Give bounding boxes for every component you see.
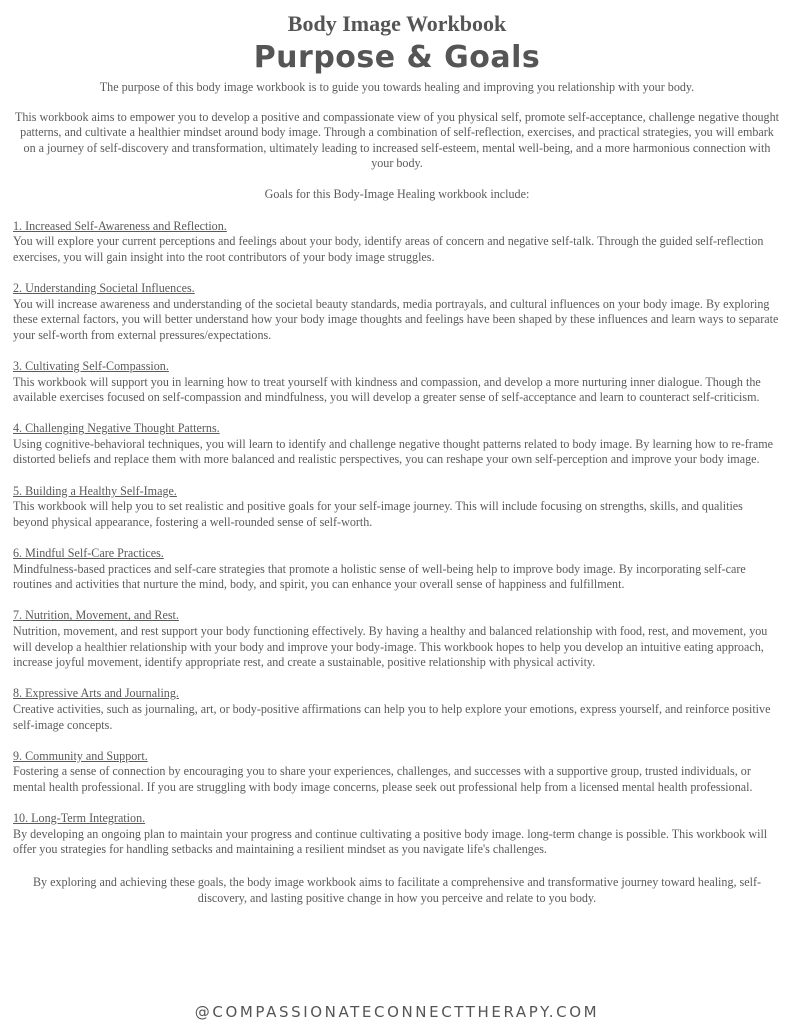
workbook-page bbox=[13, 10, 781, 906]
intro-purpose: The purpose of this body image workbook is to guide you towards healing and improving you relationship with your body. bbox=[99, 80, 695, 94]
page-title: Body Image Workbook bbox=[287, 11, 507, 36]
goal-body: Fostering a sense of connection by encouraging you to share your experiences, challenges, and successes with a supportive group, trusted individuals, or mental health professional. If you are struggling with body image concerns, please seek out professional help from a licensed mental health professional. bbox=[13, 764, 753, 794]
goal-title: 6. Mindful Self-Care Practices. bbox=[13, 546, 164, 561]
goal-item bbox=[13, 608, 781, 670]
goal-item bbox=[13, 219, 781, 266]
goal-body: Creative activities, such as journaling, art, or body-positive affirmations can help you to help explore your emotions, express yourself, and reinforce positive self-image concepts. bbox=[13, 701, 771, 732]
footer-website: @COMPASSIONATECONNECTTHERAPY.COM bbox=[194, 1003, 600, 1021]
goal-item bbox=[13, 749, 781, 796]
goal-body: Mindfulness-based practices and self-care strategies that promote a holistic sense of well-being help to improve body image. By incorporating self-care routines and activities that nurture the mind, body, and spirit, you can enhance your overall sense of happiness and fulfillment. bbox=[13, 561, 746, 592]
goal-title: 2. Understanding Societal Influences. bbox=[13, 280, 195, 295]
goal-item bbox=[13, 359, 781, 406]
goal-title: 9. Community and Support. bbox=[13, 748, 148, 763]
goal-title: 4. Challenging Negative Thought Patterns. bbox=[13, 421, 220, 436]
goal-item bbox=[13, 811, 781, 858]
goal-title: 3. Cultivating Self-Compassion. bbox=[13, 358, 169, 373]
goal-body: By developing an ongoing plan to maintain your progress and continue cultivating a positive body image. long-term change is possible. This workbook will offer you strategies for handling setbacks and maintaining a resilient mindset as you navigate life's challenges. bbox=[13, 826, 768, 857]
page-subtitle: Purpose & Goals bbox=[253, 40, 541, 75]
goal-title: 8. Expressive Arts and Journaling. bbox=[13, 686, 179, 701]
goal-body: Using cognitive-behavioral techniques, you will learn to identify and challenge negative thought patterns related to body image. By learning how to re-frame distorted beliefs and replace them with more balanced and realistic perspectives, you can reshape your own self-perception and improve your body image. bbox=[13, 436, 773, 467]
goal-title: 1. Increased Self-Awareness and Reflection. bbox=[13, 218, 227, 233]
intro-aim: This workbook aims to empower you to develop a positive and compassionate view of you physical self, promote self-acceptance, challenge negative thought patterns, and cultivate a healthier mindset around body image. Through a combination of self-reflection, exercises, and practical strategies, you will embark on a journey of self-discovery and transformation, ultimately leading to increased self-esteem, mental well-being, and a more harmonious connection with your body. bbox=[14, 109, 780, 171]
goal-title: 7. Nutrition, Movement, and Rest. bbox=[13, 608, 179, 623]
goal-item bbox=[13, 546, 781, 593]
goal-body: This workbook will support you in learning how to treat yourself with kindness and compassion, and develop a more nurturing inner dialogue. Though the available exercises focused on self-compassion and mindfulness, you will develop a greater sense of self-acceptance and learn to counteract self-criticism. bbox=[13, 374, 761, 405]
goal-item bbox=[13, 281, 781, 343]
goal-item bbox=[13, 686, 781, 733]
goals-heading: Goals for this Body-Image Healing workbook include: bbox=[264, 186, 530, 201]
goal-body: You will increase awareness and understanding of the societal beauty standards, media portrayals, and cultural influences on your body image. By exploring these external factors, you will better understand how your body image thoughts and feelings have been shaped by these influences and learn ways to separate your self-worth from external pressures/expectations. bbox=[13, 296, 779, 342]
goal-item bbox=[13, 484, 781, 531]
goals-list bbox=[13, 219, 781, 858]
goal-item bbox=[13, 421, 781, 468]
goal-body: Nutrition, movement, and rest support your body functioning effectively. By having a healthy and balanced relationship with food, rest, and movement, you will develop a healthier relationship with your body and improve your body-image. This workbook hopes to help you develop an intuitive eating approach, increase joyful movement, identify appropriate rest, and create a sustainable, positive relationship with physical activity. bbox=[13, 624, 768, 670]
goal-body: You will explore your current perceptions and feelings about your body, identify areas of concern and negative self-talk. Through the guided self-reflection exercises, you will gain insight into the root contributors of your body image struggles. bbox=[13, 234, 764, 264]
closing-paragraph: By exploring and achieving these goals, the body image workbook aims to facilitate a comprehensive and transformative journey toward healing, self-discovery, and lasting positive change in how you perceive and relate to you body. bbox=[32, 874, 762, 905]
goal-title: 10. Long-Term Integration. bbox=[13, 811, 146, 826]
goal-body: This workbook will help you to set realistic and positive goals for your self-image journey. This will include focusing on strengths, skills, and qualities beyond physical appearance, fostering a well-rounded sense of self-worth. bbox=[13, 499, 743, 529]
goal-title: 5. Building a Healthy Self-Image. bbox=[13, 483, 177, 498]
